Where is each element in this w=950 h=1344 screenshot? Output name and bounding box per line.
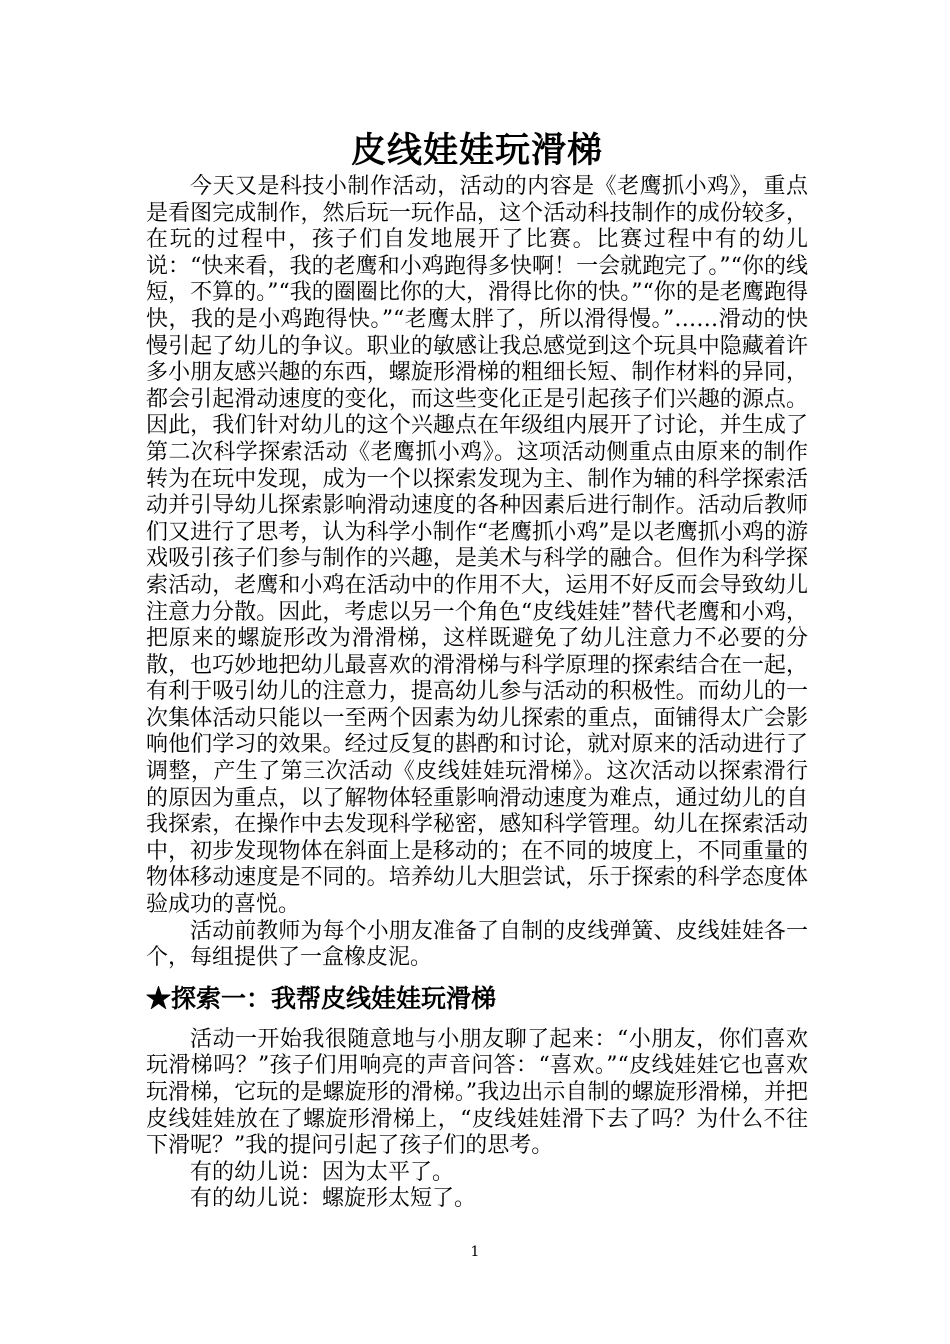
page-number: 1 (470, 1244, 480, 1260)
page-content (146, 128, 808, 1213)
body-paragraph: 今天又是科技小制作活动，活动的内容是《老鹰抓小鸡》，重点是看图完成制作，然后玩一玩作品，这个活动科技制作的成份较多，在玩的过程中，孩子们自发地展开了比赛。比赛过程中有的幼儿说：“快来看，我的老鹰和小鸡跑得多快啊！一会就跑完了。”“你的线短，不算的。”“我的圈圈比你的大，滑得比你的快。”“你的是老鹰跑得快，我的是小鸡跑得快。”“老鹰太胖了，所以滑得慢。”……滑动的快慢引起了幼儿的争议。职业的敏感让我总感觉到这个玩具中隐藏着许多小朋友感兴趣的东西，螺旋形滑梯的粗细长短、制作材料的异同，都会引起滑动速度的变化，而这些变化正是引起孩子们兴趣的源点。因此，我们针对幼儿的这个兴趣点在年级组内展开了讨论，并生成了第二次科学探索活动《老鹰抓小鸡》。这项活动侧重点由原来的制作转为在玩中发现，成为一个以探索发现为主、制作为辅的科学探索活动并引导幼儿探索影响滑动速度的各种因素后进行制作。活动后教师们又进行了思考，认为科学小制作“老鹰抓小鸡”是以老鹰抓小鸡的游戏吸引孩子们参与制作的兴趣，是美术与科学的融合。但作为科学探索活动，老鹰和小鸡在活动中的作用不大，运用不好反而会导致幼儿注意力分散。因此，考虑以另一个角色“皮线娃娃”替代老鹰和小鸡，把原来的螺旋形改为滑滑梯，这样既避免了幼儿注意力不必要的分散，也巧妙地把幼儿最喜欢的滑滑梯与科学原理的探索结合在一起，有利于吸引幼儿的注意力，提高幼儿参与活动的积极性。而幼儿的一次集体活动只能以一至两个因素为幼儿探索的重点，面铺得太广会影响他们学习的效果。经过反复的斟酌和讨论，就对原来的活动进行了调整，产生了第三次活动《皮线娃娃玩滑梯》。这次活动以探索滑行的原因为重点，以了解物体轻重影响滑动速度为难点，通过幼儿的自我探索，在操作中去发现科学秘密，感知科学管理。幼儿在探索活动中，初步发现物体在斜面上是移动的；在不同的坡度上，不同重量的物体移动速度是不同的。培养幼儿大胆尝试，乐于探索的科学态度体验成功的喜悦。 (146, 174, 808, 918)
body-paragraph: 活动一开始我很随意地与小朋友聊了起来：“小朋友，你们喜欢玩滑梯吗？”孩子们用响亮的声音问答：“喜欢。”“皮线娃娃它也喜欢玩滑梯，它玩的是螺旋形的滑梯。”我边出示自制的螺旋形滑梯，并把皮线娃娃放在了螺旋形滑梯上，“皮线娃娃滑下去了吗？为什么不往下滑呢？”我的提问引起了孩子们的思考。 (146, 1026, 808, 1159)
body-paragraph: 有的幼儿说：因为太平了。 (190, 1159, 455, 1185)
section-heading: ★探索一：我帮皮线娃娃玩滑梯 (146, 983, 497, 1013)
document-title: 皮线娃娃玩滑梯 (350, 130, 603, 171)
body-paragraph: 活动前教师为每个小朋友准备了自制的皮线弹簧、皮线娃娃各一个，每组提供了一盒橡皮泥。 (146, 918, 808, 971)
body-paragraph: 有的幼儿说：螺旋形太短了。 (190, 1186, 477, 1212)
